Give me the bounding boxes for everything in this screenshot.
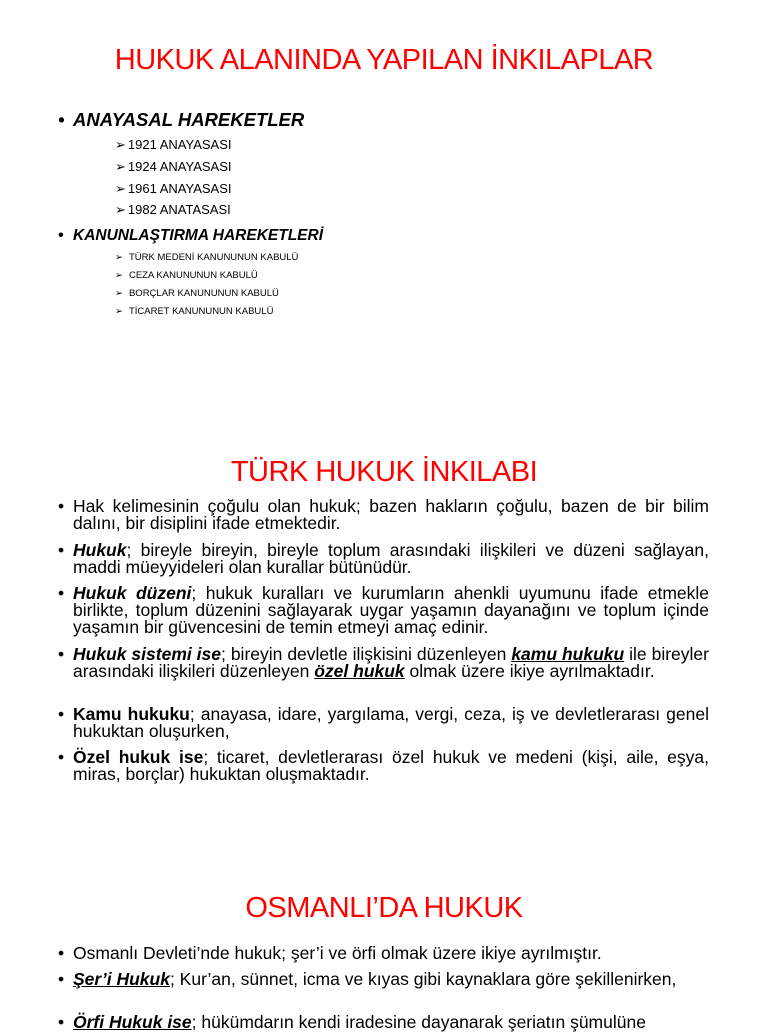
paragraph bbox=[73, 585, 709, 636]
paragraph-text: ; hükümdarın kendi iradesine dayanarak şeriatın şümulüne bbox=[191, 1012, 646, 1032]
paragraph bbox=[73, 646, 709, 680]
paragraph bbox=[73, 542, 709, 576]
paragraph bbox=[73, 945, 709, 962]
term: Hukuk bbox=[73, 540, 127, 560]
group1-item: ➢ 1961 ANAYASASI bbox=[115, 181, 232, 197]
term: Kamu hukuku bbox=[73, 704, 190, 724]
paragraph bbox=[73, 1014, 709, 1031]
section2-title: TÜRK HUKUK İNKILABI bbox=[230, 456, 538, 488]
paragraph-text: ; anayasa, idare, yargılama, vergi, ceza, iş ve devletlerarası genel hukuktan oluşurken, bbox=[73, 704, 709, 741]
paragraph bbox=[73, 749, 709, 783]
group2-item: ➢ TÜRK MEDENİ KANUNUNUN KABULÜ bbox=[115, 252, 298, 264]
group1-item: ➢ 1924 ANAYASASI bbox=[115, 159, 232, 175]
term: Özel hukuk ise bbox=[73, 747, 204, 767]
paragraph bbox=[73, 706, 709, 740]
paragraph-text: ; Kur’an, sünnet, icma ve kıyas gibi kaynaklara göre şekillenirken, bbox=[169, 969, 677, 989]
section3-title: OSMANLI’DA HUKUK bbox=[245, 892, 523, 924]
group2-label: • KANUNLAŞTIRMA HAREKETLERİ bbox=[73, 226, 323, 246]
paragraph bbox=[73, 498, 709, 532]
paragraph-text: Osmanlı Devleti’nde hukuk; şer’i ve örfi olmak üzere ikiye ayrılmıştır. bbox=[73, 943, 602, 963]
term: kamu hukuku bbox=[511, 644, 625, 664]
term: Örfi Hukuk ise bbox=[73, 1012, 192, 1032]
group1-item: ➢ 1921 ANAYASASI bbox=[115, 137, 232, 153]
term: Hukuk sistemi ise bbox=[73, 644, 222, 664]
paragraph-text: Hak kelimesinin çoğulu olan hukuk; bazen hakların çoğulu, bazen de bir bilim dalını, bir disiplini ifade etmektedir. bbox=[73, 496, 709, 533]
paragraph bbox=[73, 971, 709, 988]
paragraph-text: ; hukuk kuralları ve kurumların ahenkli uyumunu ifade etmekle birlikte, toplum düzenini sağlayarak uygar yaşamın dayanağını ve toplum içinde yaşamın bir güvencesini de temin etmeyi amaç edinir. bbox=[73, 583, 710, 637]
group2-item: ➢ CEZA KANUNUNUN KABULÜ bbox=[115, 270, 258, 282]
paragraph-text: ; bireyle bireyin, bireyle toplum arasındaki ilişkileri ve düzeni sağlayan, maddi müeyyideleri olan kurallar bütünüdür. bbox=[73, 540, 709, 577]
paragraph-text: ; bireyin devletle ilişkisini düzenleyen bbox=[221, 644, 512, 664]
group2-item: ➢ BORÇLAR KANUNUNUN KABULÜ bbox=[115, 288, 279, 300]
paragraph-text: ; ticaret, devletlerarası özel hukuk ve medeni (kişi, aile, eşya, miras, borçlar) hukuktan oluşmaktadır. bbox=[73, 747, 710, 784]
term: Şer’i Hukuk bbox=[73, 969, 170, 989]
section1-title: HUKUK ALANINDA YAPILAN İNKILAPLAR bbox=[114, 44, 654, 76]
paragraph-text: ile bireyler arasındaki ilişkileri düzenleyen bbox=[73, 644, 709, 681]
term: Hukuk düzeni bbox=[73, 583, 192, 603]
group2-item: ➢ TİCARET KANUNUNUN KABULÜ bbox=[115, 306, 273, 318]
paragraph-text: olmak üzere ikiye ayrılmaktadır. bbox=[404, 661, 655, 681]
group1-item: ➢ 1982 ANATASASI bbox=[115, 202, 231, 218]
group1-label: • ANAYASAL HAREKETLER bbox=[73, 110, 304, 130]
term: özel hukuk bbox=[314, 661, 405, 681]
